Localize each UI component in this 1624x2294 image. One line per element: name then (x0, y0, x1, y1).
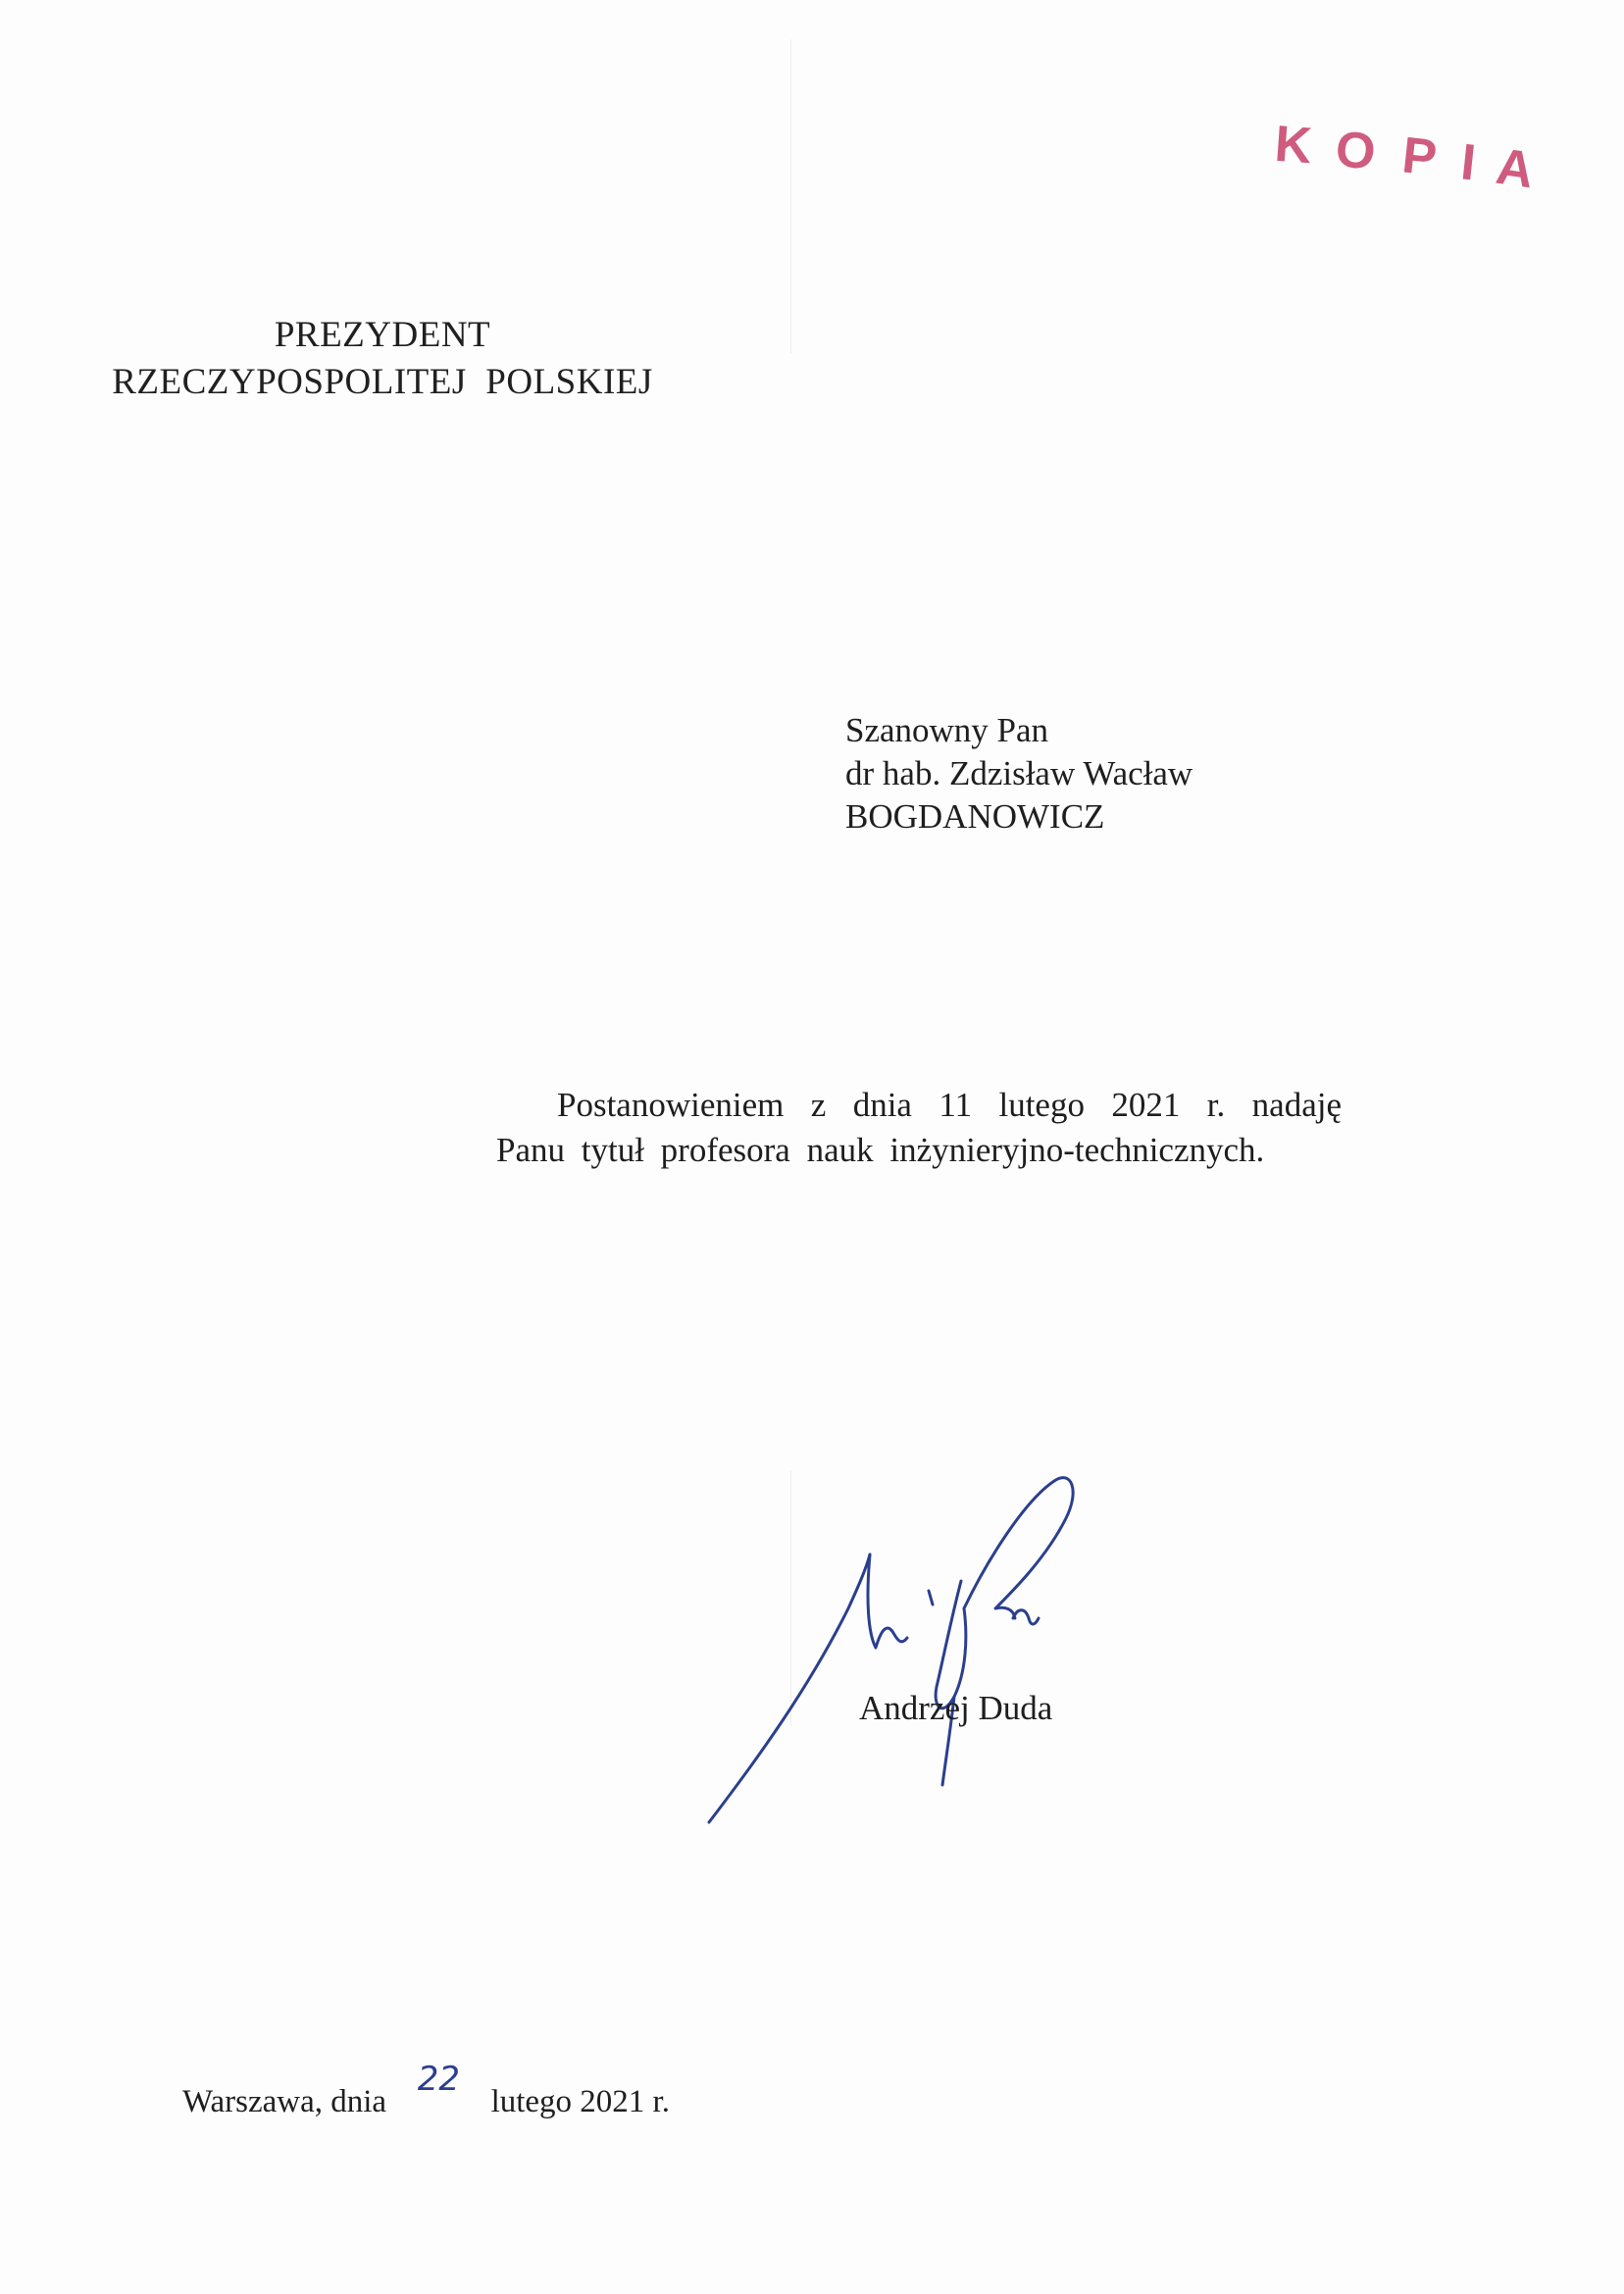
date-prefix: Warszawa, dnia (182, 2084, 387, 2119)
place-date-line (182, 2060, 670, 2123)
addressee-block (845, 709, 1434, 839)
stamp-letter: O (1333, 121, 1378, 181)
stamp-letter: K (1273, 115, 1314, 176)
stamp-letter: A (1493, 137, 1538, 200)
addressee-name: dr hab. Zdzisław Wacław (845, 754, 1193, 792)
handwritten-signature (701, 1461, 1172, 1854)
scan-artifact (790, 39, 791, 353)
header-subtitle: RZECZYPOSPOLITEJ POLSKIEJ (112, 362, 653, 402)
body-paragraph: Postanowieniem z dnia 11 lutego 2021 r. nadaję Panu tytuł profesora nauk inżynieryjno-technicznych. (496, 1086, 1342, 1169)
signer-name: Andrzej Duda (859, 1689, 1053, 1727)
stamp-letter: P (1399, 127, 1440, 187)
header-title: PREZYDENT (274, 315, 491, 355)
date-suffix: lutego 2021 r. (490, 2084, 670, 2119)
kopia-stamp (1275, 116, 1559, 204)
stamp-letter: I (1458, 133, 1479, 192)
issuer-header (39, 312, 726, 406)
addressee-salutation: Szanowny Pan (845, 711, 1049, 749)
addressee-surname: BOGDANOWICZ (845, 797, 1105, 836)
handwritten-day: 22 (417, 2060, 460, 2099)
